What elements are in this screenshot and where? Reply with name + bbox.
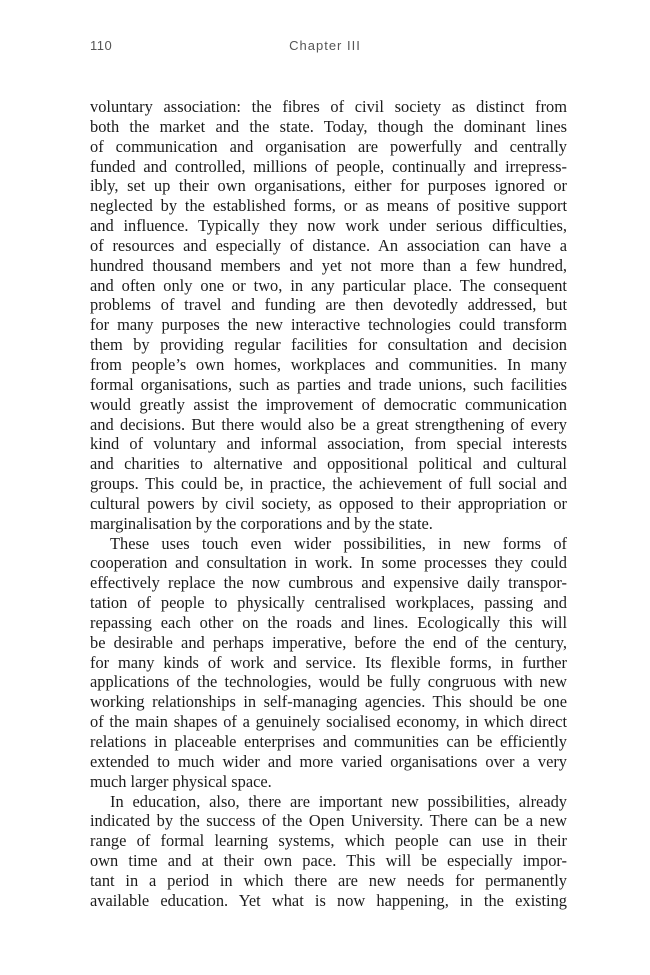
- text-line: of the main shapes of a genuinely socialised economy, in which direct: [90, 712, 567, 732]
- text-line: and charities to alternative and oppositional political and cultural: [90, 454, 567, 474]
- text-line: and often only one or two, in any particular place. The consequent: [90, 275, 567, 295]
- text-line: formal organisations, such as parties and trade unions, such facilities: [90, 374, 567, 394]
- text-line: indicated by the success of the Open University. There can be a new: [90, 811, 567, 831]
- text-line: of resources and especially of distance. An association can have a: [90, 235, 567, 255]
- text-line: applications of the technologies, would be fully congruous with new: [90, 672, 567, 692]
- paragraph: [90, 534, 567, 792]
- text-line: neglected by the established forms, or as means of positive support: [90, 196, 567, 216]
- text-line: hundred thousand members and yet not more than a few hundred,: [90, 255, 567, 275]
- text-line: own time and at their own pace. This will be especially impor-: [90, 851, 567, 871]
- body-text: [90, 97, 567, 911]
- text-line: range of formal learning systems, which people can use in their: [90, 831, 567, 851]
- running-head: [0, 38, 650, 58]
- page-number: 110: [90, 38, 113, 53]
- text-line: repassing each other on the roads and lines. Ecologically this will: [90, 612, 567, 632]
- text-line: These uses touch even wider possibilities, in new forms of: [110, 533, 567, 553]
- chapter-title: Chapter III: [289, 38, 361, 53]
- paragraph: [90, 97, 567, 534]
- text-line: of communication and organisation are powerfully and centrally: [90, 136, 567, 156]
- text-line: effectively replace the now cumbrous and expensive daily transpor-: [90, 573, 567, 593]
- text-line: ibly, set up their own organisations, either for purposes ignored or: [90, 176, 567, 196]
- text-line: voluntary association: the fibres of civil society as distinct from: [90, 97, 567, 116]
- text-line: In education, also, there are important new possibilities, already: [110, 791, 567, 811]
- text-line: be desirable and perhaps imperative, before the end of the century,: [90, 632, 567, 652]
- text-line: and influence. Typically they now work under serious difficulties,: [90, 216, 567, 236]
- text-line: tation of people to physically centralised workplaces, passing and: [90, 593, 567, 613]
- text-line: them by providing regular facilities for consultation and decision: [90, 335, 567, 355]
- text-line: and decisions. But there would also be a great strengthening of every: [90, 414, 567, 434]
- text-line: for many purposes the new interactive technologies could transform: [90, 315, 567, 335]
- text-line: tant in a period in which there are new needs for permanently: [90, 870, 567, 890]
- text-line: cultural powers by civil society, as opposed to their appropriation or: [90, 493, 567, 513]
- text-line: available education. Yet what is now happening, in the existing: [90, 890, 567, 910]
- text-line: problems of travel and funding are then devotedly addressed, but: [90, 295, 567, 315]
- text-line: both the market and the state. Today, though the dominant lines: [90, 116, 567, 136]
- paragraph: [90, 792, 567, 911]
- text-line: cooperation and consultation in work. In some processes they could: [90, 553, 567, 573]
- text-line: funded and controlled, millions of people, continually and irrepress-: [90, 156, 567, 176]
- text-line: relations in placeable enterprises and communities can be efficiently: [90, 732, 567, 751]
- text-line: would greatly assist the improvement of democratic communication: [90, 394, 567, 414]
- text-line: kind of voluntary and informal association, from special interests: [90, 434, 567, 454]
- text-line: for many kinds of work and service. Its flexible forms, in further: [90, 652, 567, 672]
- text-line: much larger physical space.: [90, 771, 272, 791]
- text-line: groups. This could be, in practice, the achievement of full social and: [90, 474, 567, 494]
- text-line: from people’s own homes, workplaces and communities. In many: [90, 354, 567, 374]
- text-line: working relationships in self-managing agencies. This should be one: [90, 692, 567, 712]
- text-line: extended to much wider and more varied organisations over a very: [90, 751, 567, 771]
- text-line: marginalisation by the corporations and by the state.: [90, 513, 433, 533]
